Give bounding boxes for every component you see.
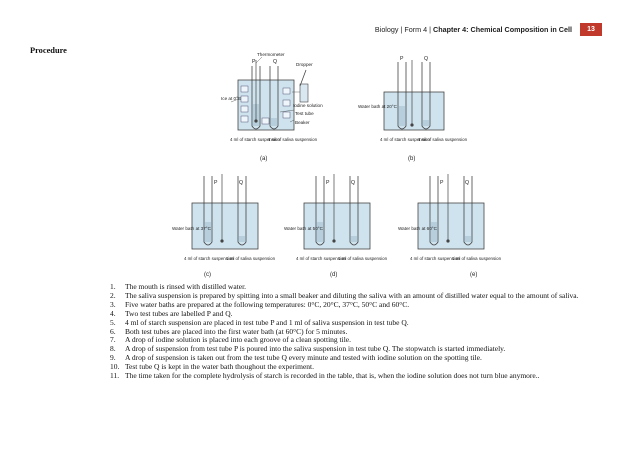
label-p: P [252, 59, 256, 65]
step-number: 4. [110, 308, 116, 318]
label-bath: Water bath at 20°C [358, 104, 397, 109]
label-beaker: Beaker [295, 120, 310, 125]
step-number: 7. [110, 335, 116, 345]
figure-caption: (d) [330, 272, 338, 278]
label-test-tube: Test tube [295, 111, 314, 116]
step-text: The time taken for the complete hydrolysis of starch is recorded in the table, that is, when the iodine solution does not turn blue anymore.. [125, 371, 540, 381]
step-number: 6. [110, 326, 116, 336]
label-bath: Water bath at 60°C [398, 226, 437, 231]
step-number: 5. [110, 317, 116, 327]
step-text: Test tube Q is kept in the water bath thoughout the experiment. [125, 362, 315, 372]
header-chapter: Chapter 4: Chemical Composition in Cell [433, 24, 572, 34]
starch-suspension [398, 106, 405, 126]
label-starch: 4 ml of starch suspension [410, 256, 460, 261]
label-q: Q [239, 180, 244, 186]
section-title: Procedure [30, 46, 67, 55]
saliva-suspension [270, 118, 277, 126]
label-saliva: 1 ml of saliva suspension [418, 137, 468, 142]
header-subject: Biology [374, 24, 399, 34]
label-starch: 4 ml of starch suspension [296, 256, 346, 261]
label-starch: 4 ml of starch suspension [184, 256, 234, 261]
step-text: 4 ml of starch suspension are placed in test tube P and 1 ml of saliva suspension in test tube Q. [125, 317, 409, 327]
label-saliva: 1 ml of saliva suspension [226, 256, 276, 261]
step-text: Five water baths are prepared at the following temperatures: 0°C, 20°C, 37°C, 50°C and 60°C. [125, 299, 410, 309]
step-text: Both test tubes are placed into the first water bath (at 60°C) for 5 minutes. [125, 326, 348, 336]
step-number: 9. [110, 353, 116, 363]
step-number: 1. [110, 282, 116, 291]
label-saliva: 1 ml of saliva suspension [452, 256, 502, 261]
label-saliva: 1 ml of saliva suspension [338, 256, 388, 261]
label-p: P [400, 56, 404, 62]
label-saliva: 1 ml of saliva suspension [268, 137, 318, 142]
header-separator: | [400, 24, 403, 34]
label-bath: Water bath at 37°C [172, 226, 211, 231]
figure-c [172, 174, 276, 278]
water-bath [384, 92, 444, 130]
step-text: The mouth is rinsed with distilled water. [125, 282, 247, 291]
saliva-suspension [350, 236, 357, 242]
step-number: 2. [110, 290, 116, 300]
label-q: Q [465, 180, 470, 186]
label-p: P [440, 180, 444, 186]
step-number: 3. [110, 299, 116, 309]
starch-suspension [430, 222, 437, 242]
starch-suspension [204, 222, 211, 242]
step-text: Two test tubes are labelled P and Q. [125, 308, 233, 318]
label-starch: 4 ml of starch suspension [380, 137, 430, 142]
label-iodine: Iodine solution [293, 103, 323, 108]
label-p: P [214, 180, 218, 186]
label-q: Q [351, 180, 356, 186]
saliva-suspension [422, 120, 429, 126]
header-form: Form 4 [404, 24, 428, 34]
figure-a [221, 52, 323, 162]
step-number: 10. [110, 362, 120, 372]
label-starch: 4 ml of starch suspension [230, 137, 280, 142]
step-number: 11. [110, 371, 120, 381]
step-number: 8. [110, 344, 116, 354]
label-thermometer: Thermometer [257, 52, 285, 57]
label-q: Q [273, 59, 278, 65]
figure-caption: (a) [260, 156, 268, 162]
label-p: P [326, 180, 330, 186]
procedure-steps [110, 283, 610, 381]
figure-caption: (e) [470, 272, 478, 278]
starch-suspension [316, 222, 323, 242]
figure-b [358, 56, 468, 162]
label-q: Q [424, 56, 429, 62]
header-separator: | [429, 24, 432, 34]
label-bath: Water bath at 50°C [284, 226, 323, 231]
step-text: A drop of suspension is taken out from the test tube Q every minute and tested with iodine solution on the spotting tile. [125, 353, 482, 363]
list-item [110, 372, 610, 381]
figure-d [284, 174, 388, 278]
label-ice: Ice at 0°C [221, 96, 242, 101]
step-text: A drop of iodine solution is placed into each groove of a clean spotting tile. [125, 335, 351, 345]
saliva-suspension [238, 236, 245, 242]
label-dropper: Dropper [296, 62, 313, 67]
figure-caption: (c) [204, 272, 211, 278]
figure-e [398, 174, 502, 278]
figure-caption: (b) [408, 156, 416, 162]
step-text: The saliva suspension is prepared by spitting into a small beaker and diluting the saliva with an amount of distilled water equal to the amount of saliva. [125, 290, 579, 300]
saliva-suspension [464, 236, 471, 242]
dropper [300, 70, 306, 86]
page-number-badge: 13 [580, 23, 602, 36]
iodine-bottle [300, 84, 308, 102]
step-text: A drop of suspension from test tube P is poured into the saliva suspension in test tube Q. The stopwatch is started immediately. [125, 344, 506, 354]
